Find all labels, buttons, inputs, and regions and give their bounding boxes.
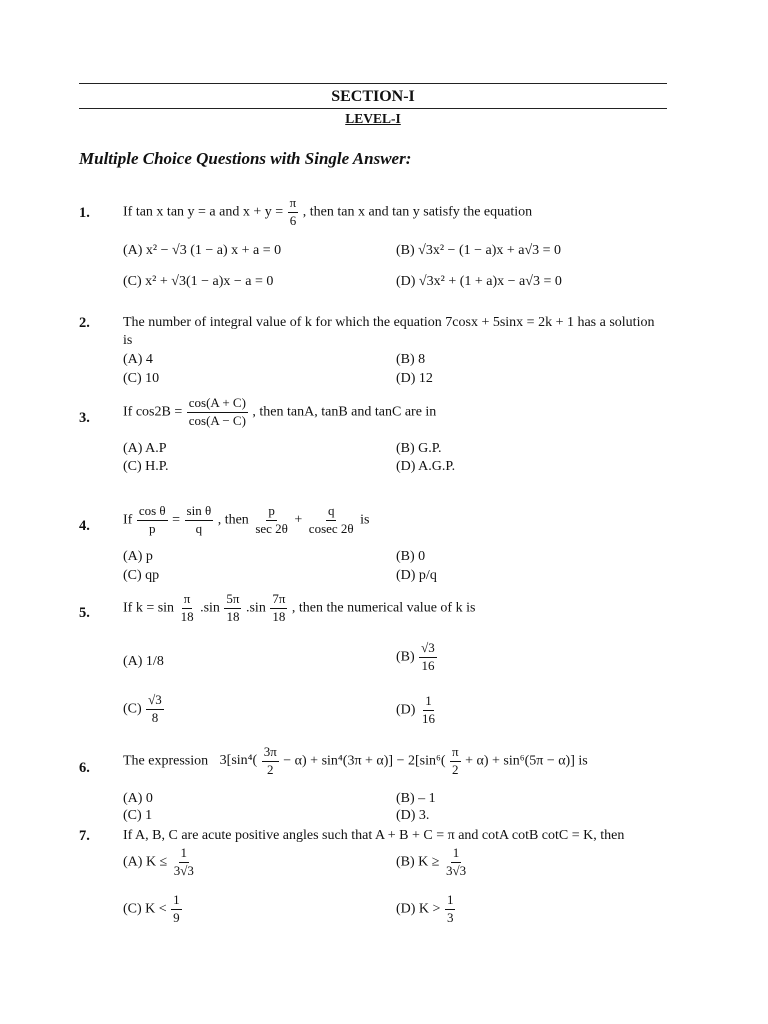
fraction: $\frac{5\pi}{18}$	[226, 591, 240, 624]
option-d[interactable]: (D) A.G.P.	[396, 459, 456, 474]
option-a[interactable]: (A) K ≤ $\frac{1}{3√3}$	[123, 845, 194, 878]
option-a[interactable]: (A) p	[123, 549, 153, 564]
option-d[interactable]: (D) K > $\frac{1}{3}$	[396, 892, 454, 925]
fraction: $\frac{3\pi}{2}$	[263, 744, 277, 777]
option-d[interactable]: (D) p/q	[396, 568, 437, 583]
fraction: $\frac{\pi}{2}$	[452, 744, 459, 777]
option-c[interactable]: (C) H.P.	[123, 459, 169, 474]
option-c[interactable]: (C) K < $\frac{1}{9}$	[123, 892, 180, 925]
option-c[interactable]: (C) 1	[123, 808, 153, 823]
question-number: 6.	[79, 760, 90, 776]
question-text: If tan x tan y = a and x + y =	[123, 204, 284, 220]
option-a[interactable]: (A) 0	[123, 791, 153, 806]
option-c[interactable]: (C) x² + √3(1 − a)x − a = 0	[123, 274, 274, 289]
option-c[interactable]: (C) 10	[123, 371, 160, 386]
option-b[interactable]: (B) 8	[396, 352, 426, 367]
fraction: $\frac{7\pi}{18}$	[272, 591, 286, 624]
question-text: , then tanA, tanB and tanC are in	[252, 404, 437, 420]
fraction: $\frac{\text{sin θ}}{q}$	[186, 503, 212, 536]
question-text: If cos2B =	[123, 404, 183, 420]
question-1-text	[123, 196, 532, 229]
top-rule	[79, 83, 667, 84]
option-b[interactable]: (B) 0	[396, 549, 426, 564]
question-3-text	[123, 396, 436, 429]
option-b[interactable]: (B) – 1	[396, 791, 436, 806]
question-number: 5.	[79, 605, 90, 621]
question-2-line1: The number of integral value of k for which the equation 7cosx + 5sinx = 2k + 1 has a solution	[123, 315, 655, 330]
fraction: $\frac{\pi}{6}$	[289, 195, 297, 228]
fraction: $\frac{q}{cosec 2\theta}$	[308, 503, 354, 536]
option-d[interactable]: (D) 3.	[396, 808, 430, 823]
fraction: $\frac{p}{\sec 2\theta}$	[255, 503, 288, 536]
level-title: LEVEL-I	[345, 111, 401, 126]
option-b[interactable]: (B) G.P.	[396, 441, 442, 456]
option-d[interactable]: (D) $\frac{1}{16}$	[396, 693, 435, 726]
option-b[interactable]: (B) K ≥ $\frac{1}{3√3}$	[396, 845, 467, 878]
option-a[interactable]: (A) 1/8	[123, 654, 164, 669]
option-c[interactable]: (C) $\frac{√3}{8}$	[123, 692, 162, 725]
option-a[interactable]: (A) x² − √3 (1 − a) x + a = 0	[123, 243, 282, 258]
option-d[interactable]: (D) 12	[396, 371, 433, 386]
section-title: SECTION-I	[331, 88, 415, 105]
fraction: $\frac{\pi}{18}$	[180, 591, 194, 624]
option-a[interactable]: (A) A.P	[123, 441, 167, 456]
subtitle: Multiple Choice Questions with Single Answer:	[79, 149, 412, 168]
question-number: 4.	[79, 518, 90, 534]
option-c[interactable]: (C) qp	[123, 568, 160, 583]
question-2-line2: is	[123, 333, 133, 348]
option-b[interactable]: (B) √3x² − (1 − a)x + a√3 = 0	[396, 243, 562, 258]
option-b[interactable]: (B) $\frac{√3}{16}$	[396, 640, 435, 673]
question-number: 3.	[79, 410, 90, 426]
question-7-text: If A, B, C are acute positive angles such that A + B + C = π and cotA cotB cotC = K, then	[123, 828, 625, 843]
question-6-text: The expression 3[sin⁴( $\frac{3\pi}{2}$ − α) + sin⁴(3π + α)] − 2[sin⁶( $\frac{\pi}{2}$ + α) + sin⁶(5π − α)] is	[123, 744, 588, 777]
question-number: 1.	[79, 205, 90, 221]
section-rule	[79, 108, 667, 109]
fraction: $\frac{\cos(A + C)}{\cos(A - C)}$	[188, 395, 246, 428]
question-4-text: If $\frac{\text{cos θ}}{p}$ = $\frac{\text{sin θ}}{q}$ , then $\frac{p}{\sec 2\theta}$ + $\frac{q}{cosec 2\theta}$ is	[123, 503, 370, 536]
fraction: $\frac{\text{cos θ}}{p}$	[138, 503, 166, 536]
question-5-text: If k = sin $\frac{\pi}{18}$ .sin $\frac{5\pi}{18}$ .sin $\frac{7\pi}{18}$ , then the numerical value of k is	[123, 591, 476, 624]
option-d[interactable]: (D) √3x² + (1 + a)x − a√3 = 0	[396, 274, 562, 289]
question-number: 2.	[79, 315, 90, 331]
question-text: , then tan x and tan y satisfy the equation	[302, 204, 533, 220]
option-a[interactable]: (A) 4	[123, 352, 153, 367]
question-number: 7.	[79, 828, 90, 844]
